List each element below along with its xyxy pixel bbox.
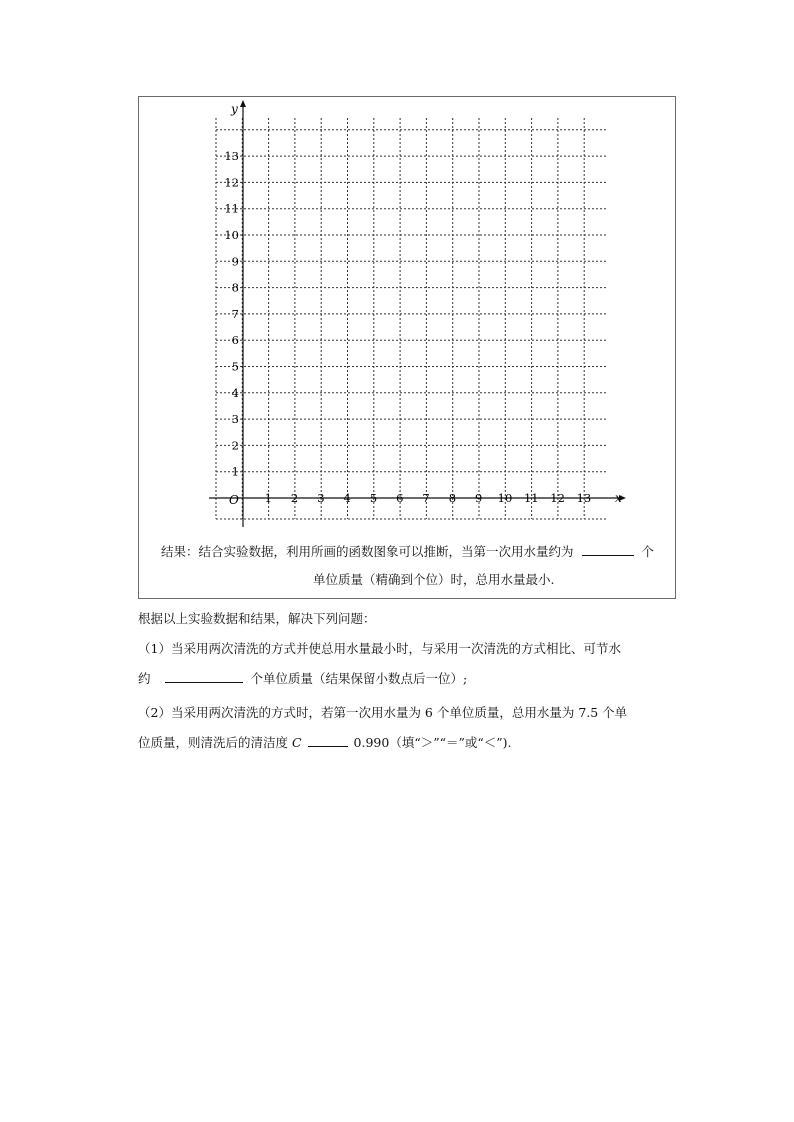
x-tick-label: 13 [576,491,592,505]
x-tick-label: 6 [396,491,404,505]
result-suffix: 个 [641,544,654,559]
x-tick-label: 5 [369,491,378,505]
y-tick-label: 7 [231,306,239,321]
x-tick-label: 10 [497,491,513,505]
coordinate-grid [139,97,677,600]
graph-frame [138,96,676,599]
y-axis-arrow [240,100,246,107]
x-tick-label: 1 [264,491,272,505]
result-line-1 [161,542,654,560]
x-tick-label: 7 [422,491,430,505]
y-tick-label: 6 [231,333,239,348]
x-tick-label: 8 [448,491,457,505]
q2-prefix: 位质量，则清洗后的清洁度 [138,735,289,750]
q1-suffix: 个单位质量（结果保留小数点后一位）; [250,671,468,686]
question-2-line-2 [138,733,512,751]
y-tick-label: 11 [224,201,239,216]
y-tick-label: 2 [231,438,239,453]
y-tick-label: 3 [231,412,239,427]
question-2-line-1: （2）当采用两次清洗的方式时，若第一次用水量为 6 个单位质量，总用水量为 7.5 个单 [138,705,628,720]
x-tick-label: 2 [290,491,299,505]
x-axis-label: x [615,491,622,505]
answer-blank-saved-water[interactable] [165,682,243,683]
x-tick-label: 11 [523,491,539,505]
result-line-2: 单位质量（精确到个位）时，总用水量最小. [313,572,555,587]
y-axis-label: y [231,102,238,116]
intro-text: 根据以上实验数据和结果，解决下列问题： [138,611,376,626]
answer-blank-compare[interactable] [308,746,348,747]
cleanliness-variable: C [292,735,302,750]
y-tick-label: 10 [224,228,239,242]
x-tick-label: 12 [550,491,565,505]
x-tick-label: 9 [475,491,483,505]
y-tick-label: 1 [231,464,239,479]
q1-prefix: 约 [138,671,151,686]
y-tick-label: 5 [231,359,239,374]
x-tick-label: 4 [343,491,351,505]
y-tick-label: 13 [224,149,239,164]
q2-suffix: 0.990（填“＞”“＝”或“＜”). [353,735,512,750]
origin-label: O [229,493,239,507]
y-tick-label: 4 [231,385,239,400]
answer-blank-min-water[interactable] [582,555,634,556]
question-1-line-1: （1）当采用两次清洗的方式并使总用水量最小时，与采用一次清洗的方式相比、可节水 [138,641,621,656]
y-tick-label: 9 [231,254,239,269]
result-text: 结果：结合实验数据，利用所画的函数图象可以推断，当第一次用水量约为 [161,544,574,559]
y-tick-label: 12 [224,175,239,190]
question-1-line-2 [138,669,467,687]
x-tick-label: 3 [317,491,325,505]
y-tick-label: 8 [231,280,239,295]
